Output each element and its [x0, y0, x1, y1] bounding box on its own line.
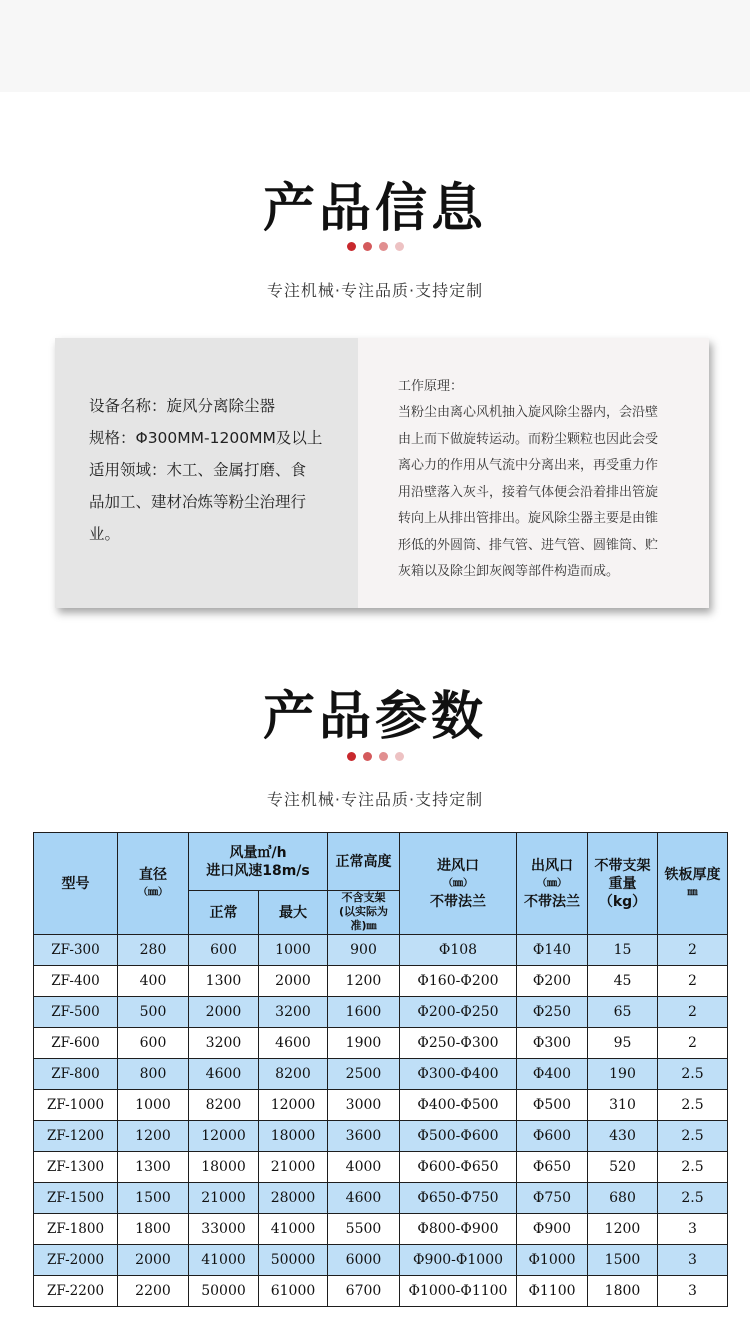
cell-model: ZF-300 — [34, 935, 118, 966]
cell-outlet: Φ650 — [517, 1152, 588, 1183]
principle-line: 由上而下做旋转运动。而粉尘颗粒也因此会受 — [398, 431, 659, 447]
cell-height: 3000 — [328, 1090, 400, 1121]
table-row — [34, 1121, 728, 1152]
cell-diameter: 1200 — [118, 1121, 189, 1152]
cell-max: 2000 — [259, 966, 328, 997]
cell-max: 21000 — [259, 1152, 328, 1183]
cell-plate: 3 — [658, 1245, 728, 1276]
cell-normal: 8200 — [189, 1090, 259, 1121]
cell-weight: 65 — [588, 997, 658, 1028]
cell-normal: 12000 — [189, 1121, 259, 1152]
cell-outlet: Φ500 — [517, 1090, 588, 1121]
cell-model: ZF-400 — [34, 966, 118, 997]
cell-weight: 310 — [588, 1090, 658, 1121]
cell-outlet: Φ1000 — [517, 1245, 588, 1276]
cell-height: 6000 — [328, 1245, 400, 1276]
spec-line: 品加工、建材冶炼等粉尘治理行 — [89, 493, 307, 511]
table-body — [34, 935, 728, 1307]
cell-weight: 190 — [588, 1059, 658, 1090]
cell-normal: 2000 — [189, 997, 259, 1028]
cell-outlet: Φ400 — [517, 1059, 588, 1090]
cell-normal: 21000 — [189, 1183, 259, 1214]
cell-normal: 1300 — [189, 966, 259, 997]
cell-weight: 520 — [588, 1152, 658, 1183]
dot-3 — [379, 242, 388, 251]
working-principle-title: 工作原理： — [398, 379, 464, 394]
table-row — [34, 1214, 728, 1245]
cell-diameter: 800 — [118, 1059, 189, 1090]
dot-2 — [363, 242, 372, 251]
cell-height: 3600 — [328, 1121, 400, 1152]
section-subtitle: 专注机械·专注品质·支持定制 — [266, 281, 484, 300]
cell-plate: 2 — [658, 1028, 728, 1059]
section-subtitle: 专注机械·专注品质·支持定制 — [266, 790, 484, 809]
cell-plate: 2 — [658, 966, 728, 997]
table-row — [34, 1059, 728, 1090]
dot-1 — [347, 242, 356, 251]
cell-normal: 600 — [189, 935, 259, 966]
table-row — [34, 1245, 728, 1276]
cell-plate: 2.5 — [658, 1152, 728, 1183]
cell-height: 1200 — [328, 966, 400, 997]
header-diameter: 直径 （㎜） — [118, 833, 189, 935]
dot-4 — [395, 752, 404, 761]
dot-3 — [379, 752, 388, 761]
cell-diameter: 1500 — [118, 1183, 189, 1214]
table-row — [34, 1276, 728, 1307]
cell-inlet: Φ900-Φ1000 — [400, 1245, 517, 1276]
cell-weight: 1500 — [588, 1245, 658, 1276]
cell-max: 41000 — [259, 1214, 328, 1245]
dot-4 — [395, 242, 404, 251]
cell-model: ZF-600 — [34, 1028, 118, 1059]
top-band — [0, 0, 750, 92]
spec-line: 设备名称：旋风分离除尘器 — [89, 397, 276, 415]
spec-line: 规格：Φ300MM-1200MM及以上 — [89, 429, 323, 447]
principle-line: 灰箱以及除尘卸灰阀等部件构造而成。 — [398, 564, 620, 579]
cell-max: 28000 — [259, 1183, 328, 1214]
principle-line: 转向上从排出管排出。旋风除尘器主要是由锥 — [398, 511, 659, 526]
working-principle-panel — [358, 338, 709, 608]
cell-normal: 50000 — [189, 1276, 259, 1307]
cell-weight: 15 — [588, 935, 658, 966]
cell-height: 2500 — [328, 1059, 400, 1090]
cell-weight: 1200 — [588, 1214, 658, 1245]
cell-normal: 33000 — [189, 1214, 259, 1245]
cell-plate: 3 — [658, 1276, 728, 1307]
principle-line: 形低的外圆筒、排气管、进气管、圆锥筒、贮 — [398, 537, 659, 553]
cell-plate: 2.5 — [658, 1059, 728, 1090]
cell-height: 4000 — [328, 1152, 400, 1183]
cell-inlet: Φ800-Φ900 — [400, 1214, 517, 1245]
cell-max: 8200 — [259, 1059, 328, 1090]
table-row — [34, 1028, 728, 1059]
cell-outlet: Φ600 — [517, 1121, 588, 1152]
cell-diameter: 280 — [118, 935, 189, 966]
cell-diameter: 600 — [118, 1028, 189, 1059]
cell-height: 1900 — [328, 1028, 400, 1059]
cell-diameter: 2000 — [118, 1245, 189, 1276]
table-row — [34, 966, 728, 997]
header-max: 最大 — [259, 891, 328, 935]
cell-model: ZF-1500 — [34, 1183, 118, 1214]
cell-diameter: 1300 — [118, 1152, 189, 1183]
cell-max: 12000 — [259, 1090, 328, 1121]
table-row — [34, 1090, 728, 1121]
cell-outlet: Φ200 — [517, 966, 588, 997]
table-row — [34, 935, 728, 966]
header-inlet: 进风口 （㎜） 不带法兰 — [400, 833, 517, 935]
cell-outlet: Φ300 — [517, 1028, 588, 1059]
cell-diameter: 1000 — [118, 1090, 189, 1121]
cell-normal: 4600 — [189, 1059, 259, 1090]
table-row — [34, 1152, 728, 1183]
header-model: 型号 — [34, 833, 118, 935]
header-outlet: 出风口 （㎜） 不带法兰 — [517, 833, 588, 935]
spec-line: 适用领域：木工、金属打磨、食 — [89, 461, 307, 479]
cell-outlet: Φ900 — [517, 1214, 588, 1245]
cell-inlet: Φ200-Φ250 — [400, 997, 517, 1028]
cell-weight: 1800 — [588, 1276, 658, 1307]
cell-inlet: Φ600-Φ650 — [400, 1152, 517, 1183]
section-title-product-info: 产品信息 — [262, 179, 487, 239]
cell-outlet: Φ140 — [517, 935, 588, 966]
principle-line: 当粉尘由离心风机抽入旋风除尘器内，会沿壁 — [398, 405, 659, 420]
cell-diameter: 2200 — [118, 1276, 189, 1307]
cell-model: ZF-1000 — [34, 1090, 118, 1121]
cell-weight: 45 — [588, 966, 658, 997]
title-dots — [0, 752, 750, 761]
header-height: 正常高度 — [328, 833, 400, 891]
cell-model: ZF-1800 — [34, 1214, 118, 1245]
cell-plate: 2 — [658, 997, 728, 1028]
cell-diameter: 1800 — [118, 1214, 189, 1245]
cell-height: 4600 — [328, 1183, 400, 1214]
cell-outlet: Φ750 — [517, 1183, 588, 1214]
principle-line: 用沿壁落入灰斗，接着气体便会沿着排出管旋 — [398, 484, 659, 500]
cell-weight: 680 — [588, 1183, 658, 1214]
cell-plate: 2.5 — [658, 1183, 728, 1214]
cell-inlet: Φ1000-Φ1100 — [400, 1276, 517, 1307]
cell-inlet: Φ500-Φ600 — [400, 1121, 517, 1152]
cell-inlet: Φ400-Φ500 — [400, 1090, 517, 1121]
cell-max: 18000 — [259, 1121, 328, 1152]
cell-model: ZF-1300 — [34, 1152, 118, 1183]
title-dots — [0, 242, 750, 251]
cell-weight: 95 — [588, 1028, 658, 1059]
principle-line: 离心力的作用从气流中分离出来，再受重力作 — [398, 458, 659, 473]
cell-normal: 41000 — [189, 1245, 259, 1276]
cell-max: 61000 — [259, 1276, 328, 1307]
cell-model: ZF-1200 — [34, 1121, 118, 1152]
dot-2 — [363, 752, 372, 761]
cell-weight: 430 — [588, 1121, 658, 1152]
cell-model: ZF-2200 — [34, 1276, 118, 1307]
info-card — [55, 338, 709, 608]
cell-height: 5500 — [328, 1214, 400, 1245]
header-plate-thickness: 铁板厚度 ㎜ — [658, 833, 728, 935]
cell-inlet: Φ160-Φ200 — [400, 966, 517, 997]
header-height-note: 不含支架 (以实际为 准)㎜ — [328, 891, 400, 935]
dot-1 — [347, 752, 356, 761]
cell-max: 3200 — [259, 997, 328, 1028]
cell-height: 1600 — [328, 997, 400, 1028]
cell-max: 4600 — [259, 1028, 328, 1059]
cell-plate: 3 — [658, 1214, 728, 1245]
cell-height: 900 — [328, 935, 400, 966]
section-title-product-params: 产品参数 — [262, 687, 487, 747]
table-row — [34, 1183, 728, 1214]
cell-plate: 2.5 — [658, 1121, 728, 1152]
cell-max: 1000 — [259, 935, 328, 966]
cell-diameter: 400 — [118, 966, 189, 997]
cell-model: ZF-2000 — [34, 1245, 118, 1276]
cell-diameter: 500 — [118, 997, 189, 1028]
cell-inlet: Φ250-Φ300 — [400, 1028, 517, 1059]
cell-max: 50000 — [259, 1245, 328, 1276]
cell-normal: 3200 — [189, 1028, 259, 1059]
spec-panel — [55, 338, 358, 608]
parameter-table — [33, 832, 728, 1307]
header-airflow: 风量㎥/h 进口风速18m/s — [189, 833, 328, 891]
cell-outlet: Φ1100 — [517, 1276, 588, 1307]
spec-line: 业。 — [89, 525, 121, 543]
table-row — [34, 997, 728, 1028]
cell-normal: 18000 — [189, 1152, 259, 1183]
cell-model: ZF-500 — [34, 997, 118, 1028]
cell-inlet: Φ108 — [400, 935, 517, 966]
cell-plate: 2 — [658, 935, 728, 966]
cell-height: 6700 — [328, 1276, 400, 1307]
cell-inlet: Φ300-Φ400 — [400, 1059, 517, 1090]
cell-plate: 2.5 — [658, 1090, 728, 1121]
cell-model: ZF-800 — [34, 1059, 118, 1090]
cell-inlet: Φ650-Φ750 — [400, 1183, 517, 1214]
header-weight: 不带支架 重量 （kg） — [588, 833, 658, 935]
header-normal: 正常 — [189, 891, 259, 935]
cell-outlet: Φ250 — [517, 997, 588, 1028]
